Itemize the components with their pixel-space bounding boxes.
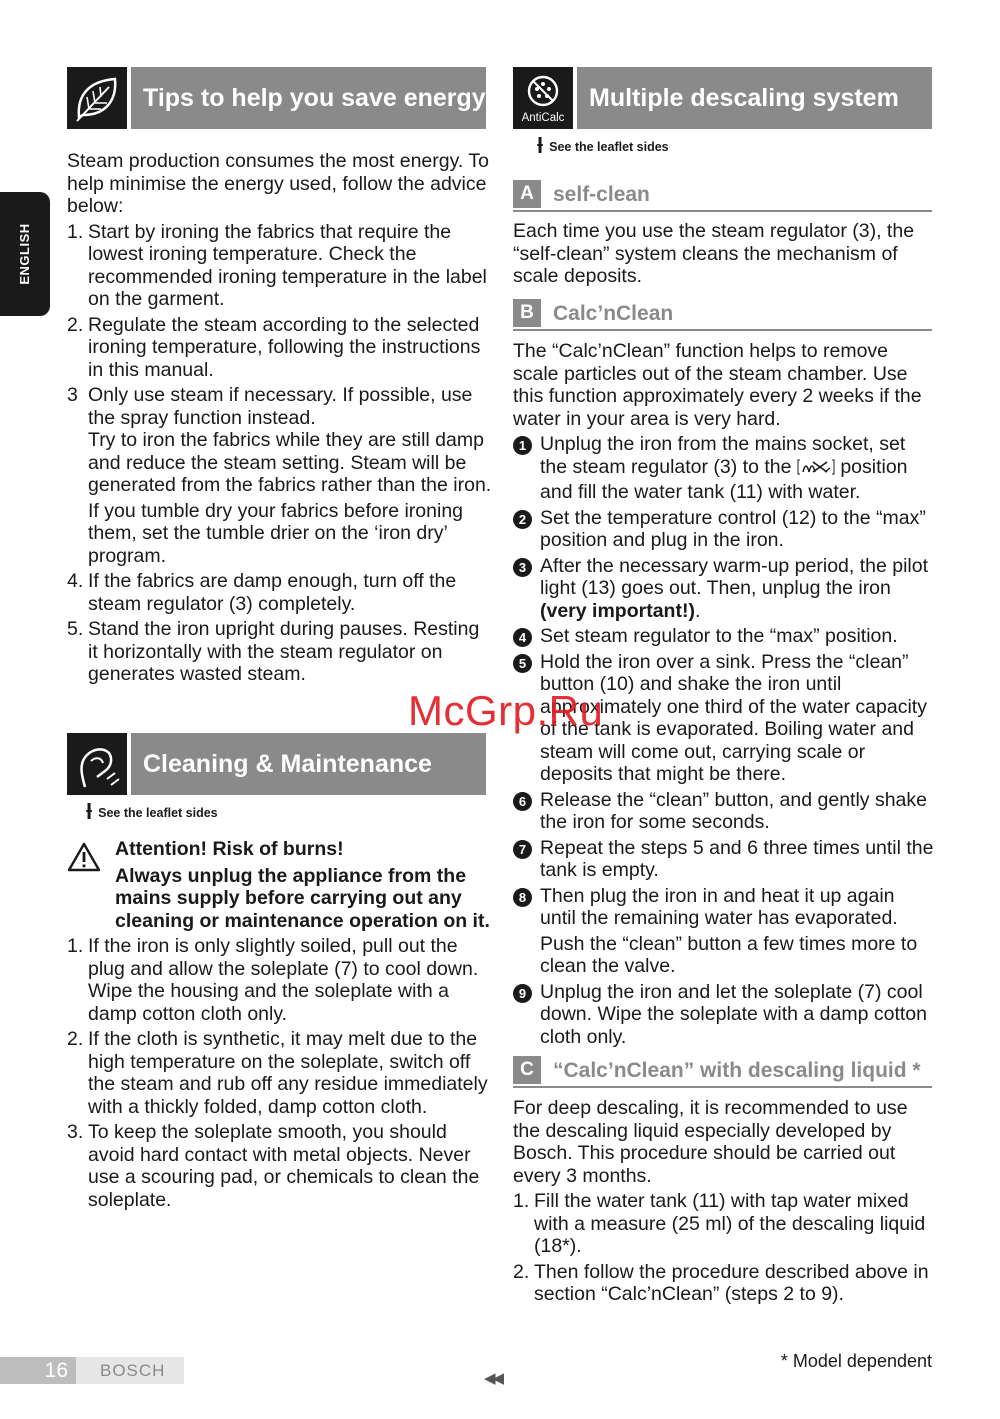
step-item: 3 After the necessary warm-up period, the pilot light (13) goes out. Then, unplug the iron (very important!). bbox=[513, 555, 935, 623]
energy-intro: Steam production consumes the most energy. To help minimise the energy used, follow the advice below: bbox=[67, 150, 490, 217]
calcnclean-intro: The “Calc’nClean” function helps to remove scale particles out of the steam chamber. Use this function approximately every 2 weeks if the water in your area is very hard. bbox=[513, 340, 922, 430]
warning-text: Always unplug the appliance from the mains supply before carrying out any cleaning or maintenance operation on it. bbox=[115, 864, 490, 932]
footer-brand: BOSCH bbox=[100, 1361, 166, 1380]
cleaning-list bbox=[67, 935, 492, 1211]
list-item: 2. Regulate the steam according to the selected ironing temperature, following the instructions in this manual. bbox=[67, 313, 481, 381]
step-item: 1 Unplug the iron from the mains socket, set the steam regulator (3) to the position and fill the water tank (11) with water. bbox=[513, 433, 935, 504]
subsection-letter: B bbox=[513, 299, 541, 327]
energy-section-header bbox=[67, 67, 486, 129]
arrow-up-icon: ƚ bbox=[537, 133, 544, 158]
descaling-liquid-intro: For deep descaling, it is recommended to use the descaling liquid especially developed by Bosch. This procedure should be carried out every 3 months. bbox=[513, 1097, 908, 1187]
list-item: 1. Fill the water tank (11) with tap water mixed with a measure (25 ml) of the descaling liquid (18*). bbox=[513, 1190, 926, 1257]
cleaning-title: Cleaning & Maintenance bbox=[131, 733, 486, 795]
attention-heading: Attention! Risk of burns! bbox=[115, 838, 344, 860]
subsection-a-header bbox=[513, 180, 932, 212]
descaling-section-header bbox=[513, 67, 932, 129]
list-item: 3. To keep the soleplate smooth, you should avoid hard contact with metal objects. Never use a scouring pad, or chemicals to clean the soleplate. bbox=[67, 1121, 480, 1211]
step-item: 2 Set the temperature control (12) to the “max” position and plug in the iron. bbox=[513, 507, 935, 552]
step-item: 4 Set steam regulator to the “max” position. bbox=[513, 625, 935, 648]
steam-off-symbol-icon bbox=[797, 458, 835, 482]
warning-block bbox=[115, 838, 493, 932]
anticalc-icon bbox=[513, 67, 573, 129]
list-item: 3 Only use steam if necessary. If possible, use the spray function instead. Try to iron the fabrics while they are still damp and reduce the steam setting. Steam will be generated from the fabrics rather than the iron. If you tumble dry your fabrics before ironing them, set the tumble drier on the ‘iron dry’ program. bbox=[67, 384, 492, 567]
page-number: 16 bbox=[0, 1357, 76, 1384]
cleaning-hand-icon bbox=[67, 733, 127, 795]
list-item: 2. Then follow the procedure described above in section “Calc’nClean” (steps 2 to 9). bbox=[513, 1260, 929, 1305]
leaf-icon bbox=[67, 67, 127, 129]
watermark: McGrp.Ru bbox=[408, 687, 604, 734]
list-item: 1. If the iron is only slightly soiled, pull out the plug and allow the soleplate (7) to cool down. Wipe the housing and the soleplate with a damp cotton cloth only. bbox=[67, 935, 479, 1025]
anticalc-label: AntiCalc bbox=[521, 112, 565, 124]
list-item: 2. If the cloth is synthetic, it may melt due to the high temperature on the soleplate, switch off the steam and rub off any residue immediately with a thickly folded, damp cotton cloth. bbox=[67, 1028, 488, 1118]
model-dependent-note: * Model dependent bbox=[780, 1351, 932, 1371]
energy-title: Tips to help you save energy bbox=[131, 67, 486, 129]
descaling-title: Multiple descaling system bbox=[577, 67, 932, 129]
subsection-title: self-clean bbox=[553, 183, 650, 206]
subsection-c-body bbox=[513, 1097, 933, 1306]
step-item: 9 Unplug the iron and let the soleplate (7) cool down. Wipe the soleplate with a damp cotton cloth only. bbox=[513, 981, 935, 1049]
subsection-b-header bbox=[513, 299, 932, 331]
list-item: 1. Start by ironing the fabrics that require the lowest ironing temperature. Check the recommended ironing temperature in the label on the garment. bbox=[67, 220, 487, 310]
subsection-c-header bbox=[513, 1056, 932, 1088]
cleaning-leaflet-note: ƚ See the leaflet sides bbox=[86, 799, 218, 824]
subsection-letter: C bbox=[513, 1056, 541, 1084]
step-item: 5 Hold the iron over a sink. Press the “clean” button (10) and shake the iron until approximately one third of the water capacity of the tank is evaporated. Boiling water and steam will come out, carrying scale or deposits that might be there. bbox=[513, 651, 935, 786]
language-tab bbox=[0, 192, 50, 316]
step-item: 6 Release the “clean” button, and gently shake the iron for some seconds. bbox=[513, 789, 935, 834]
step-item: 8 Then plug the iron in and heat it up again until the remaining water has evaporated. Push the “clean” button a few times more to clean the valve. bbox=[513, 885, 935, 978]
descaling-leaflet-note: ƚ See the leaflet sides bbox=[537, 133, 669, 158]
warning-icon bbox=[67, 842, 101, 878]
language-label: ENGLISH bbox=[16, 223, 32, 285]
back-nav-icon[interactable]: ◀◀ bbox=[484, 1370, 502, 1387]
list-item: 5. Stand the iron upright during pauses. Resting it horizontally with the steam regulator on generates wasted steam. bbox=[67, 618, 480, 685]
arrow-up-icon: ƚ bbox=[86, 799, 93, 824]
subsection-a-text: Each time you use the steam regulator (3), the “self-clean” system cleans the mechanism of scale deposits. bbox=[513, 220, 915, 287]
subsection-title: “Calc’nClean” with descaling liquid * bbox=[553, 1059, 921, 1082]
subsection-title: Calc’nClean bbox=[553, 302, 674, 325]
cleaning-section-header bbox=[67, 733, 486, 795]
subsection-letter: A bbox=[513, 180, 541, 208]
step-item: 7 Repeat the steps 5 and 6 three times until the tank is empty. bbox=[513, 837, 935, 882]
energy-body bbox=[67, 150, 492, 686]
list-item: 4. If the fabrics are damp enough, turn off the steam regulator (3) completely. bbox=[67, 570, 457, 615]
